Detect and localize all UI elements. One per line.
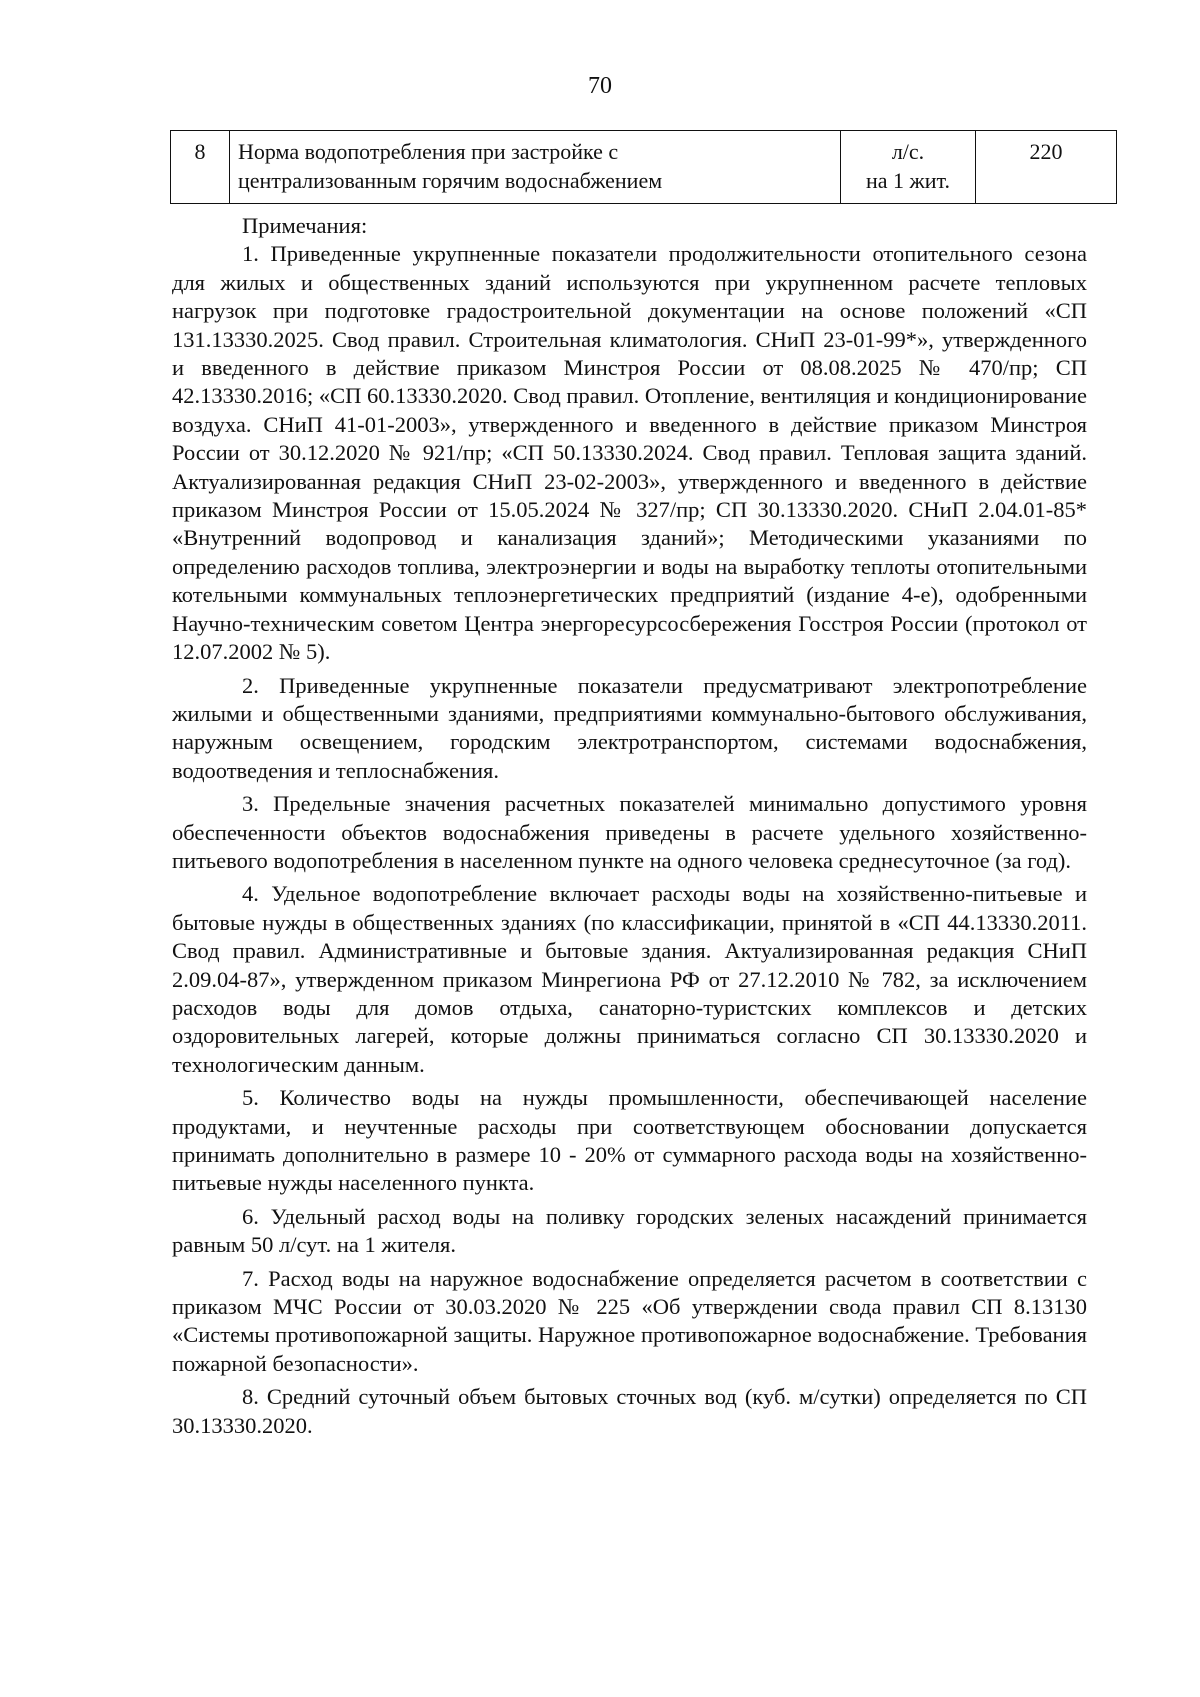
note-item-2: 2. Приведенные укрупненные показатели предусматривают электропотребление жилыми и общественными зданиями, предприятиями коммунально-бытового обслуживания, наружным освещением, городским электротранспортом, системами водоснабжения, водоотведения и теплоснабжения. [172, 672, 1087, 783]
table-row [171, 131, 1117, 204]
note-item-7: 7. Расход воды на наружное водоснабжение определяется расчетом в соответствии с приказом МЧС России от 30.03.2020 № 225 «Об утверждении свода правил СП 8.13130 «Системы противопожарной защиты. Наружное противопожарное водоснабжение. Требования пожарной безопасности». [172, 1265, 1087, 1376]
note-item-5: 5. Количество воды на нужды промышленности, обеспечивающей население продуктами, и неучтенные расходы при соответствующем обосновании допускается принимать дополнительно в размере 10 - 20% от суммарного расхода воды на хозяйственно-питьевые нужды населенного пункта. [172, 1085, 1087, 1196]
note-item-3: 3. Предельные значения расчетных показателей минимально допустимого уровня обеспеченности объектов водоснабжения приведены в расчете удельного хозяйственно-питьевого водопотребления в населенном пункте на одного человека среднесуточное (за год). [172, 791, 1087, 873]
note-item-8: 8. Средний суточный объем бытовых сточных вод (куб. м/сутки) определяется по СП 30.13330.2020. [172, 1384, 1087, 1438]
row-value-cell: 220 [976, 131, 1117, 204]
row-unit-cell [841, 131, 976, 204]
notes-section [172, 212, 1087, 1445]
row-number-cell: 8 [171, 131, 230, 204]
note-item-6: 6. Удельный расход воды на поливку городских зеленых насаждений принимается равным 50 л/сут. на 1 жителя. [172, 1203, 1087, 1258]
page-number: 70 [588, 73, 612, 99]
row-name-line-2: централизованным горячим водоснабжением [238, 168, 663, 193]
note-item-1: 1. Приведенные укрупненные показатели продолжительности отопительного сезона для жилых и общественных зданий используются при укрупненном расчете тепловых нагрузок при подготовке градостроительной документации на основе положений «СП 131.13330.2025. Свод правил. Строительная климатология. СНиП 23-01-99*», утвержденного и введенного в действие приказом Минстроя России от 08.08.2025 № 470/пр; СП 42.13330.2016; «СП 60.13330.2020. Свод правил. Отопление, вентиляция и кондиционирование воздуха. СНиП 41-01-2003», утвержденного и введенного в действие приказом Минстроя России от 30.12.2020 № 921/пр; «СП 50.13330.2024. Свод правил. Тепловая защита зданий. Актуализированная редакция СНиП 23-02-2003», утвержденного и введенного в действие приказом Минстроя России от 15.05.2024 № 327/пр; СП 30.13330.2020. СНиП 2.04.01-85* «Внутренний водопровод и канализация зданий»; Методическими указаниями по определению расходов топлива, электроэнергии и воды на выработку теплоты отопительными котельными коммунальных теплоэнергетических предприятий (издание 4-е), одобренными Научно-техническим советом Центра энергоресурсосбережения Госстроя России (протокол от 12.07.2002 № 5). [172, 241, 1087, 665]
row-unit-line-2: на 1 жит. [866, 168, 950, 193]
norms-table [170, 130, 1117, 204]
row-name-line-1: Норма водопотребления при застройке с [238, 139, 619, 164]
notes-title: Примечания: [242, 213, 368, 238]
row-name-cell [230, 131, 841, 204]
note-item-4: 4. Удельное водопотребление включает расходы воды на хозяйственно-питьевые и бытовые нужды в общественных зданиях (по классификации, принятой в «СП 44.13330.2011. Свод правил. Административные и бытовые здания. Актуализированная редакция СНиП 2.09.04-87», утвержденном приказом Минрегиона РФ от 27.12.2010 № 782, за исключением расходов воды для домов отдыха, санаторно-туристских комплексов и детских оздоровительных лагерей, которые должны приниматься согласно СП 30.13330.2020 и технологическим данным. [172, 881, 1087, 1077]
row-unit-line-1: л/с. [891, 139, 925, 164]
